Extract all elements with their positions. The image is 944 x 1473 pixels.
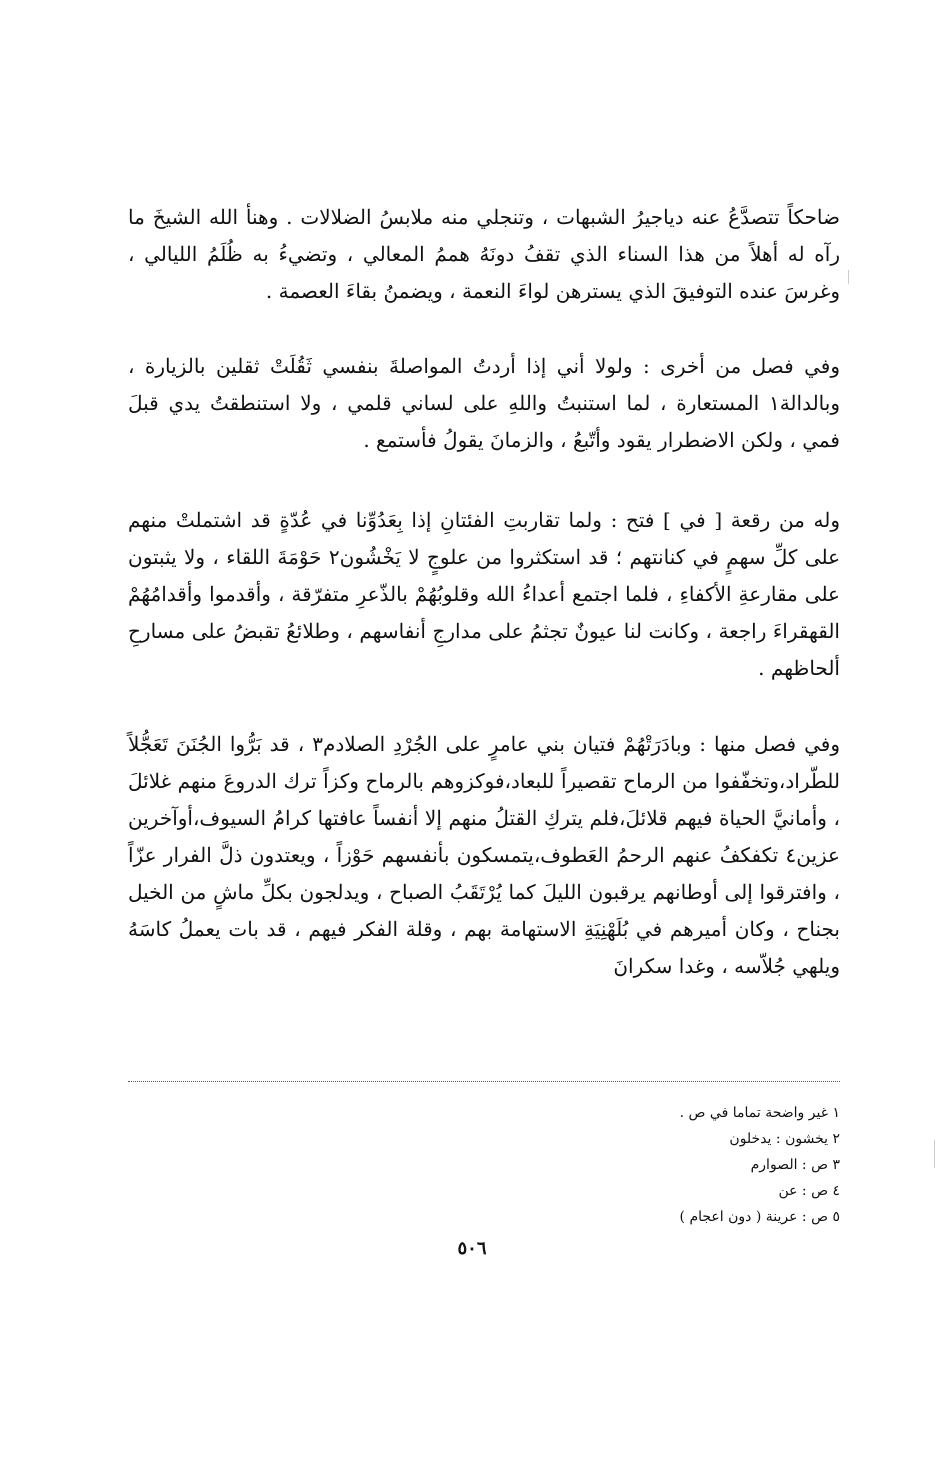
scan-artifact-mark [934,1140,935,1168]
footnote-divider [128,1081,840,1082]
paragraph-1: ضاحكاً تتصدَّعُ عنه دياجيرُ الشبهات ، وتنجلي منه ملابسُ الضلالات . وهنأ الله الشيخَ ما رآه له أهلاً من هذا السناء الذي تقفُ دونَهُ هممُ المعالي ، وتضيءُ به ظُلَمُ الليالي ، وغرسَ عنده التوفيقَ الذي يسترهن لواءَ النعمة ، ويضمنُ بقاءَ العصمة . [128,205,840,303]
footnotes-list [420,1100,840,1230]
footnote-3: ٣ ص : الصوارم [750,1157,840,1173]
footnote-1: ١ غير واضحة تماما في ص . [679,1105,840,1121]
paragraph-2: وفي فصل من أخرى : ولولا أني إذا أردتُ المواصلةَ بنفسي ثَقُلَتْ ثقلين بالزيارة ، وبالدالة١ المستعارة ، لما استنبتُ واللهِ على لساني قلمي ، ولا استنطقتُ يدي قبلَ فمي ، ولكن الاضطرار يقود وأتّبعُ ، والزمانَ يقولُ فأستمع . [128,354,840,452]
footnote-2: ٢ يخشون : يدخلون [729,1131,840,1147]
footnote-5: ٥ ص : عرينة ( دون اعجام ) [679,1209,840,1225]
paragraph-4: وفي فصل منها : وبادَرَتْهُمْ فتيان بني عامرٍ على الجُرْدِ الصلادم٣ ، قد بَرُّوا الجُنَنَ تَعَجُّلاً للطّراد،وتخفّفوا من الرماح تقصيراً للبعاد،فوكزوهم بالرماح وكزاً ترك الدروعَ منهم غلائلَ ، وأمانيَّ الحياة فيهم قلائلَ،فلم يتركِ القتلُ منهم إلا أنفساً عافتها كرامُ السيوف،أوآخرين عزين٤ تكفكفُ عنهم الرحمُ العَطوف،يتمسكون بأنفسهم حَوْزاً ، ويعتدون ذلَّ الفرار عزّاً ، وافترقوا إلى أوطانهم يرقبون الليلَ كما يُرْتَقَبُ الصباح ، ويدلجون بكلِّ ماشٍ من الخيل بجناح ، وكان أميرهم في بُلَهْنِيَةِ الاستهامة بهم ، وقلة الفكر فيهم ، قد بات يعملُ كاسَهُ ويلهي جُلاّسه ، وغدا سكرانَ [128,732,840,978]
scan-artifact-mark [848,270,849,284]
footnote-4: ٤ ص : عن [778,1183,840,1199]
paragraph-3: وله من رقعة [ في ] فتح : ولما تقاربتِ الفئتانِ إذا بِعَدُوِّنا في عُدّةٍ قد اشتملتْ منهم على كلِّ سهمٍ في كنانتهم ؛ قد استكثروا من علوجٍ لا يَخْشُون٢ حَوْمَةَ اللقاء ، ولا يثبتون على مقارعةِ الأكفاءِ ، فلما اجتمع أعداءُ الله وقلوبُهُمْ بالذّعرِ متفرّقة ، وأقدموا وأقدامُهُمْ القهقراءَ راجعة ، وكانت لنا عيونٌ تجثمُ على مدارجِ أنفاسهم ، وطلائعُ تقبضُ على مسارحِ ألحاظهم . [128,508,840,680]
page-number: ٥٠٦ [457,1238,487,1259]
